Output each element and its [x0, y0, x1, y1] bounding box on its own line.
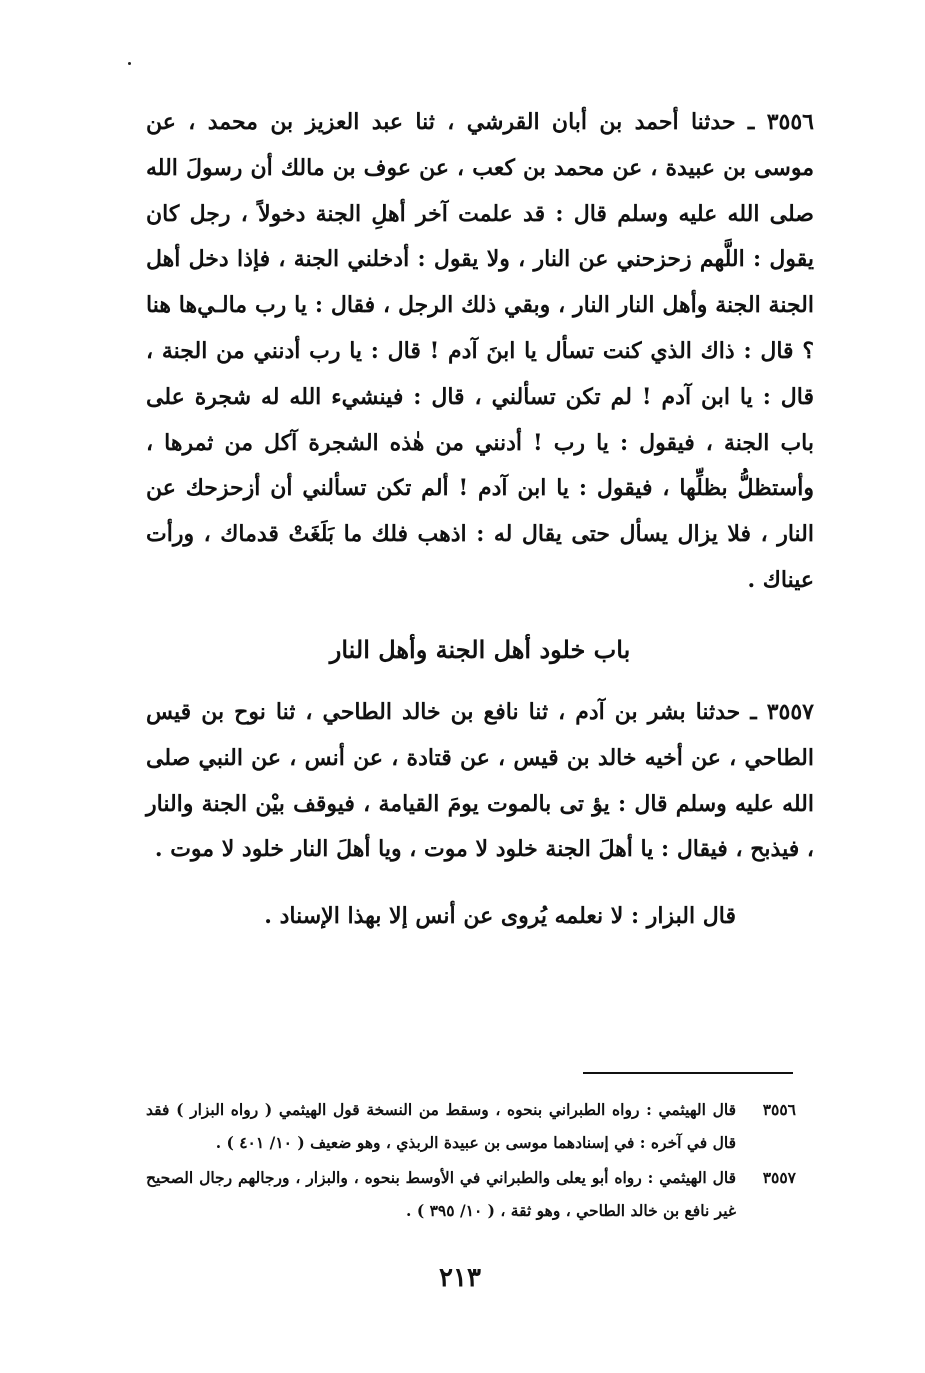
footnote-text: قال الهيثمي : رواه الطبراني بنحوه ، وسقط من النسخة قول الهيثمي ( رواه البزار ) فقد قال في آخره : في إسنادهما موسى بن عبيدة الربذي ، وهو ضعيف ( ١٠/ ٤٠١ ) . [146, 1100, 736, 1152]
footnote-number: ٣٥٥٧ [762, 1168, 796, 1187]
section-heading: باب خلود أهل الجنة وأهل النار [329, 635, 631, 664]
bazzar-comment: قال البزار : لا نعلمه يُروى عن أنس إلا بهذا الإسناد . [264, 903, 736, 929]
scan-speck [128, 62, 131, 65]
footnote-3556 [146, 1093, 796, 1159]
footnote-text: قال الهيثمي : رواه أبو يعلى والطبراني في الأوسط بنحوه ، والبزار ، ورجالهم رجال الصحيح غير نافع بن خالد الطاحي ، وهو ثقة ، ( ١٠/ ٣٩٥ ) . [146, 1168, 736, 1220]
footnote-3557 [146, 1161, 796, 1227]
hadith-3557-paragraph: ٣٥٥٧ ـ حدثنا بشر بن آدم ، ثنا نافع بن خالد الطاحي ، ثنا نوح بن قيس الطاحي ، عن أخيه خالد بن قيس ، عن قتادة ، عن أنس ، عن النبي صلى الله عليه وسلم قال : يؤ تى بالموت يومَ القيامة ، فيوقف بيْن الجنة والنار ، فيذبح ، فيقال : يا أهلَ الجنة خلود لا موت ، ويا أهلَ النار خلود لا موت . [146, 699, 814, 863]
footnote-number: ٣٥٥٦ [762, 1100, 796, 1119]
page-number: ٢١٣ [439, 1263, 481, 1293]
hadith-3556-paragraph: ٣٥٥٦ ـ حدثنا أحمد بن أبان القرشي ، ثنا عبد العزيز بن محمد ، عن موسى بن عبيدة ، عن محمد بن كعب ، عن عوف بن مالك أن رسولَ الله صلى الله عليه وسلم قال : قد علمت آخر أهلِ الجنة دخولاً ، رجل كان يقول : اللَّهم زحزحني عن النار ، ولا يقول : أدخلني الجنة ، فإذا دخل أهل الجنة الجنة وأهل النار النار ، وبقي ذلك الرجل ، فقال : يا رب مالـي‌ها هنا ؟ قال : ذاك الذي كنت تسأل يا ابنَ آدم ! قال : يا رب أدنني من الجنة ، قال : يا ابن آدم ! لم تكن تسألني ، قال : فينشيء الله له شجرة على باب الجنة ، فيقول : يا رب ! أدنني من هٰذه الشجرة آكل من ثمرها ، وأستظلُّ بظلِّها ، فيقول : يا ابن آدم ! ألم تكن تسألني أن أزحزحك عن النار ، فلا يزال يسأل حتى يقال له : اذهب فلك ما بَلَغَتْ قدماك ، ورأت عيناك . [146, 109, 814, 593]
footnote-separator [583, 1072, 793, 1074]
